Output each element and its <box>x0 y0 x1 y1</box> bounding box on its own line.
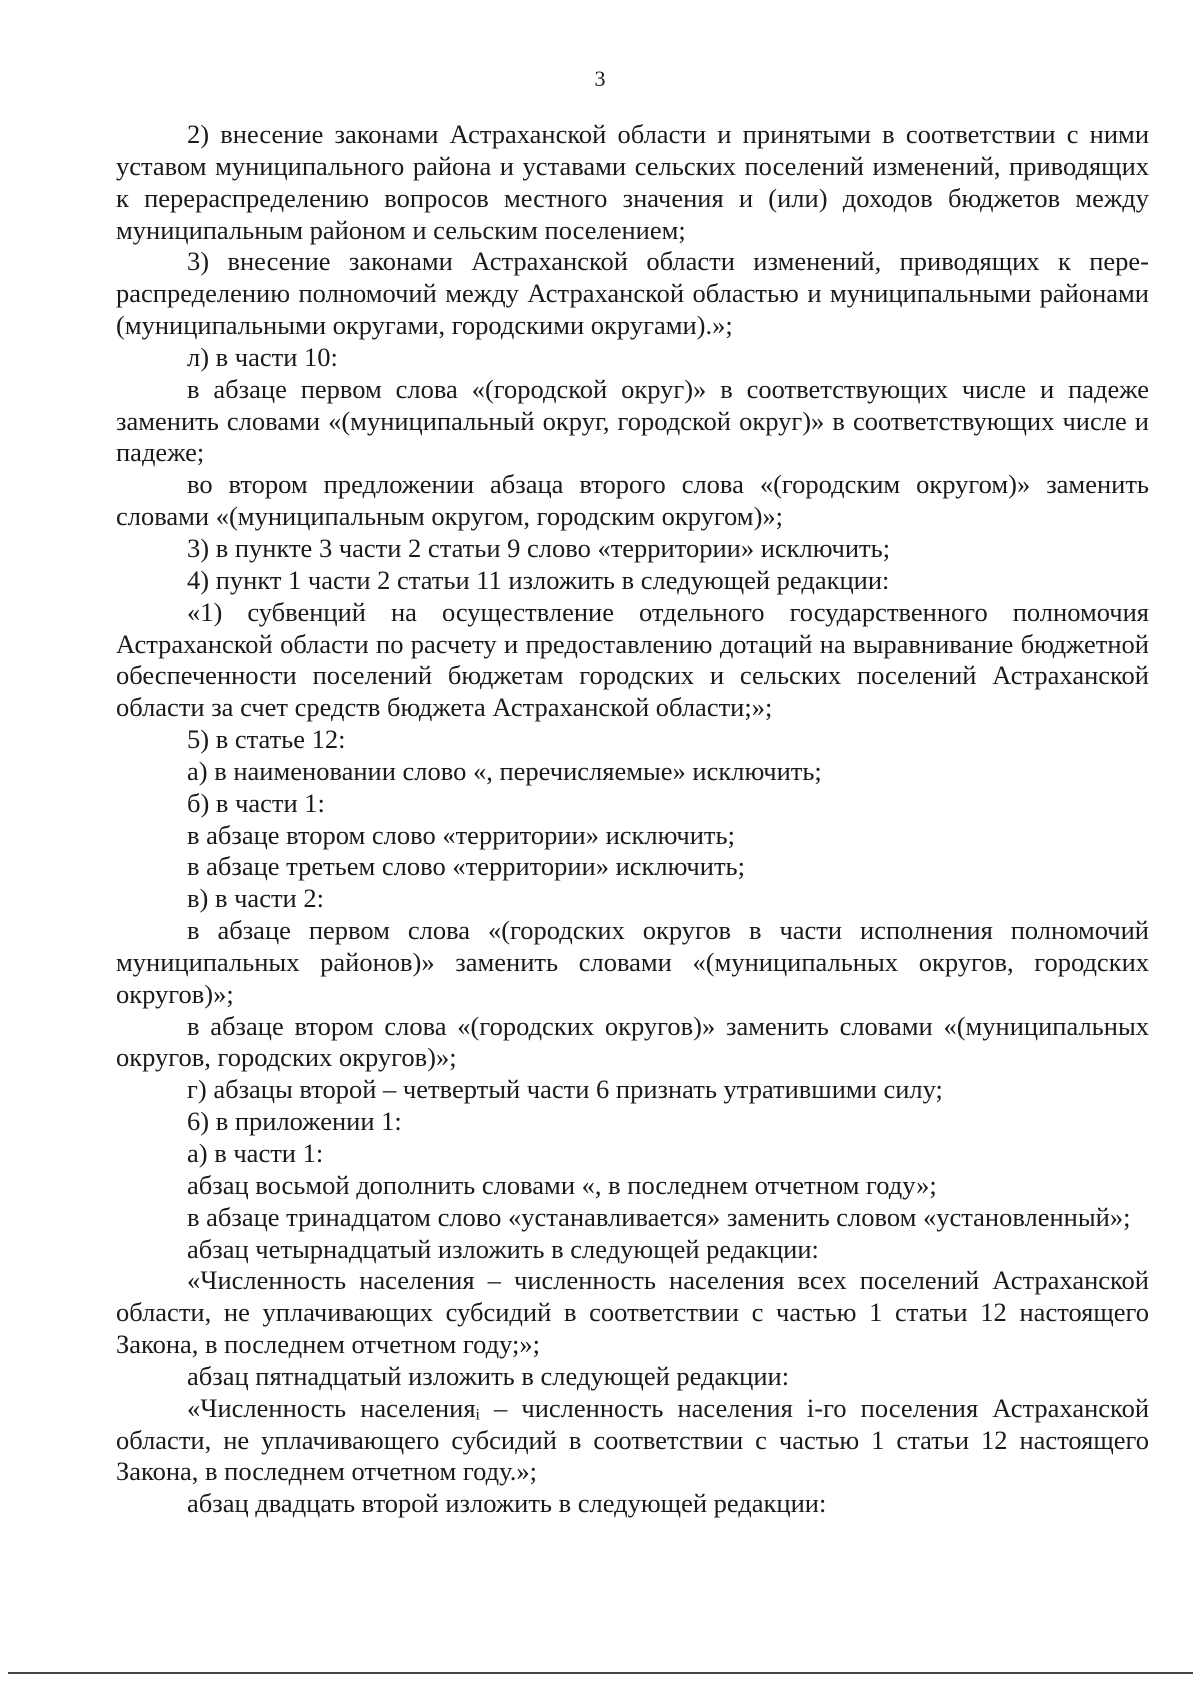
paragraph: абзац четырнадцатый изложить в следующей редакции: <box>187 1233 819 1264</box>
document-body <box>116 119 1149 1520</box>
paragraph: в) в части 2: <box>187 883 324 914</box>
paragraph: «1) субвенций на осуществление отдельного государственного полномочия Астраханской области по расчету и предоставлению дотаций на выравнивание бюджетной обеспеченности поселений бюджетам городских и сельских поселений Астраханской области за счет средств бюджета Астраханской области;»; <box>116 596 1149 723</box>
paragraph: в абзаце втором слово «территории» исключить; <box>187 819 735 850</box>
paragraph: «Численность населения – численность населения всех поселений Астраханской области, не уплачивающих субсидий в соответствии с частью 1 статьи 12 настоящего Закона, в последнем отчетном году;»; <box>116 1265 1149 1360</box>
paragraph: в абзаце тринадцатом слово «устанавливается» заменить словом «установленный»; <box>187 1201 1131 1232</box>
paragraph: а) в части 1: <box>187 1138 324 1168</box>
paragraph: 2) внесение законами Астраханской области и принятыми в соответствии с ними уставом муниципального района и уставами сельских поселений изменений, приводящих к перераспределению вопросов местного значения и (или) доходов бюджетов между муниципальным районом и сельским поселением; <box>116 119 1149 245</box>
paragraph: абзац пятнадцатый изложить в следующей редакции: <box>187 1360 790 1391</box>
paragraph: абзац двадцать второй изложить в следующей редакции: <box>187 1488 827 1519</box>
paragraph: в абзаце втором слова «(городских округов)» заменить словами «(муниципальных округов, городских округов)»; <box>116 1010 1149 1073</box>
page-number: 3 <box>594 66 606 91</box>
paragraph: 3) в пункте 3 части 2 статьи 9 слово «территории» исключить; <box>187 532 891 563</box>
paragraph: абзац восьмой дополнить словами «, в последнем отчетном году»; <box>187 1169 937 1200</box>
paragraph: 3) внесение законами Астраханской области изменений, приводящих к перераспределению полномочий между Астраханской областью и муниципальными районами (муниципальными округами, городскими округами).»; <box>116 246 1149 341</box>
paragraph: во втором предложении абзаца второго слова «(городским округом)» заменить словами «(муниципальным округом, городским округом)»; <box>116 469 1149 532</box>
paragraph: в абзаце первом слова «(городской округ)» в соответствующих числе и падеже заменить словами «(муниципальный округ, городской округ)» в соответствующих числе и падеже; <box>116 373 1149 468</box>
paragraph: г) абзацы второй – четвертый части 6 признать утратившими силу; <box>187 1074 943 1105</box>
paragraph: «Численность населенияᵢ – численность населения i-го поселения Астраханской области, не уплачивающего субсидий в соответствии с частью 1 статьи 12 настоящего Закона, в последнем отчетном году.»; <box>116 1392 1149 1487</box>
paragraph: в абзаце первом слова «(городских округов в части исполнения полномочий муниципальных районов)» заменить словами «(муниципальных округов, городских округов)»; <box>116 915 1149 1009</box>
paragraph: 4) пункт 1 части 2 статьи 11 изложить в следующей редакции: <box>187 564 890 595</box>
paragraph: б) в части 1: <box>187 787 325 818</box>
paragraph: 5) в статье 12: <box>187 724 346 755</box>
paragraph: в абзаце третьем слово «территории» исключить; <box>187 851 745 882</box>
paragraph: л) в части 10: <box>187 341 338 372</box>
paragraph: а) в наименовании слово «, перечисляемые» исключить; <box>187 755 822 786</box>
page-bottom-border <box>8 1672 1193 1674</box>
paragraph: 6) в приложении 1: <box>187 1106 402 1137</box>
